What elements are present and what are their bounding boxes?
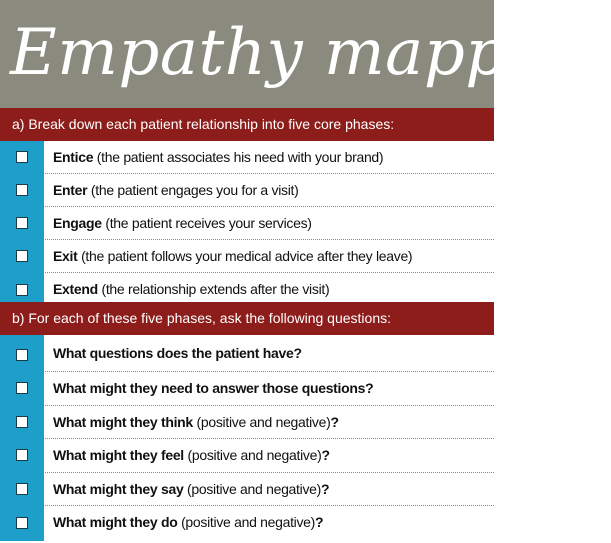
checkbox[interactable] — [16, 517, 28, 529]
phase-description: (the patient follows your medical advice after they leave) — [77, 248, 413, 264]
question-item — [0, 473, 494, 507]
item-text — [53, 473, 490, 506]
item-text — [53, 240, 490, 272]
item-text — [53, 372, 490, 405]
question-mark: ? — [321, 480, 330, 497]
checklist-item-entice — [0, 141, 494, 174]
checkbox[interactable] — [16, 250, 28, 262]
title-band — [0, 0, 611, 108]
item-text — [53, 335, 490, 371]
item-text — [53, 141, 490, 173]
question-note: (positive and negative) — [192, 413, 331, 430]
page-title: Empathy mapping — [10, 16, 611, 90]
checklist-item-engage — [0, 207, 494, 240]
phase-description: (the relationship extends after the visit) — [97, 281, 330, 297]
checkbox[interactable] — [16, 217, 28, 229]
question-text: What questions does the patient have? — [53, 345, 302, 361]
phase-term: Entice — [53, 149, 94, 165]
checkbox[interactable] — [16, 483, 28, 495]
phase-description: (the patient associates his need with your brand) — [93, 149, 384, 165]
question-mark: ? — [330, 413, 339, 430]
question-item — [0, 372, 494, 406]
phase-term: Exit — [53, 248, 78, 264]
question-item — [0, 506, 494, 540]
question-text: What might they do — [53, 514, 178, 530]
checklist-item-enter — [0, 174, 494, 207]
question-note: (positive and negative) — [183, 447, 322, 463]
phase-description: (the patient receives your services) — [101, 215, 312, 231]
item-text — [53, 506, 490, 540]
question-item — [0, 439, 494, 473]
checkbox[interactable] — [16, 449, 28, 461]
item-text — [53, 439, 490, 472]
question-item — [0, 335, 494, 372]
item-text — [53, 207, 490, 239]
checklist-item-exit — [0, 240, 494, 273]
checkbox[interactable] — [16, 382, 28, 394]
question-text: What might they say — [53, 480, 184, 497]
question-text: What might they need to answer those questions? — [53, 380, 374, 396]
phase-description: (the patient engages you for a visit) — [87, 182, 299, 198]
question-mark: ? — [315, 514, 324, 530]
checkbox[interactable] — [16, 349, 28, 361]
checkbox[interactable] — [16, 284, 28, 296]
section-a-heading: a) Break down each patient relationship into five core phases: — [0, 108, 494, 141]
section-b-heading: b) For each of these five phases, ask the following questions: — [0, 302, 494, 335]
question-checklist — [0, 335, 494, 540]
question-text: What might they think — [53, 413, 193, 430]
phase-checklist — [0, 141, 494, 306]
phase-term: Engage — [53, 215, 102, 231]
item-text — [53, 174, 490, 206]
question-item — [0, 406, 494, 440]
checkbox[interactable] — [16, 416, 28, 428]
question-note: (positive and negative) — [177, 514, 316, 530]
phase-term: Enter — [53, 182, 88, 198]
item-text — [53, 406, 490, 439]
question-note: (positive and negative) — [183, 480, 321, 497]
checkbox[interactable] — [16, 151, 28, 163]
question-text: What might they feel — [53, 447, 184, 463]
question-mark: ? — [321, 447, 330, 463]
phase-term: Extend — [53, 281, 98, 297]
checkbox[interactable] — [16, 184, 28, 196]
